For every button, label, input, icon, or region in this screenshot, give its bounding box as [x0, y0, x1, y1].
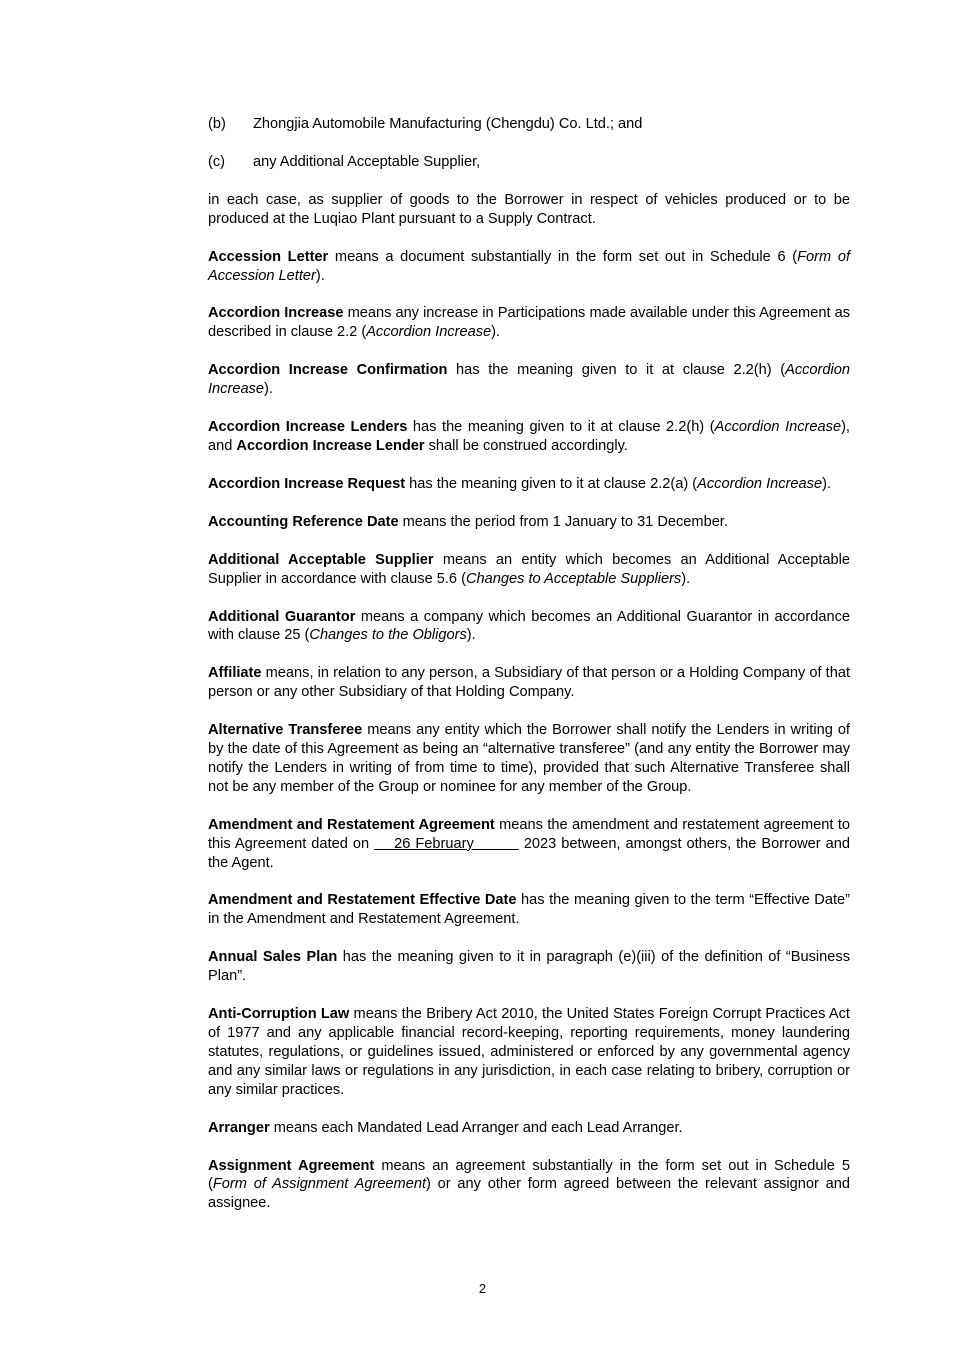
definition-text: ). — [263, 381, 273, 398]
date-blank: 26 February — [374, 835, 519, 852]
clause-title: Accordion Increase — [366, 324, 492, 341]
clause-title: Form of Assignment Agreement — [212, 1176, 426, 1193]
definition-text: has the meaning given to it at clause 2.2(a) ( — [405, 475, 698, 492]
defined-term: Accordion Increase Confirmation — [208, 362, 448, 379]
definition-text: means the Bribery Act 2010, the United States Foreign Corrupt Practices Act of 1977 and any applicable financial record-keeping, reporting requirements, money laundering statutes, regulations, or guidelines issued, administered or enforced by any governmental agency and any similar laws or regulations in any jurisdiction, in each case relating to bribery, corruption or any similar practices. — [208, 1006, 850, 1098]
definition-text: means an agreement substantially in the form set out in Schedule 5 ( — [208, 1157, 850, 1193]
definition-text: ). — [466, 627, 476, 644]
definition-text: has the meaning given to it at clause 2.2(h) ( — [407, 419, 715, 436]
document-body — [208, 115, 850, 1213]
definition-arranger — [208, 1119, 850, 1138]
definition-accession-letter — [208, 248, 850, 286]
definition-text: means an entity which becomes an Additional Acceptable Supplier in accordance with clause 5.6 ( — [208, 551, 850, 587]
page-number: 2 — [478, 1281, 487, 1296]
intro-paragraph: in each case, as supplier of goods to the Borrower in respect of vehicles produced or to be produced at the Luqiao Plant pursuant to a Supply Contract. — [208, 191, 850, 227]
definition-text: means the amendment and restatement agreement to this Agreement dated on — [208, 816, 851, 852]
definition-text: means a company which becomes an Additional Guarantor in accordance with clause 25 ( — [208, 608, 850, 644]
definition-text: has the meaning given to the term “Effective Date” in the Amendment and Restatement Agreement. — [208, 892, 850, 928]
defined-term: Amendment and Restatement Effective Date — [208, 892, 517, 909]
defined-term: Affiliate — [208, 665, 262, 682]
defined-term: Amendment and Restatement Agreement — [208, 816, 495, 833]
definition-text: means any increase in Participations made available under this Agreement as described in clause 2.2 ( — [208, 305, 850, 341]
definition-text: ). — [491, 324, 501, 341]
definition-text: has the meaning given to it in paragraph (e)(iii) of the definition of “Business Plan”. — [208, 949, 850, 985]
definition-alternative-transferee — [208, 721, 850, 797]
defined-term: Accession Letter — [208, 248, 329, 265]
list-item-c — [208, 153, 850, 172]
defined-term: Accordion Increase — [208, 305, 344, 322]
list-label: (c) — [208, 153, 226, 170]
definition-additional-acceptable-supplier — [208, 551, 850, 589]
definition-accounting-reference-date — [208, 513, 850, 532]
defined-term: Accounting Reference Date — [208, 513, 399, 530]
definition-anti-corruption-law — [208, 1005, 850, 1100]
clause-title: Changes to the Obligors — [309, 627, 467, 644]
defined-term: Additional Guarantor — [208, 608, 356, 625]
list-text: Zhongjia Automobile Manufacturing (Chengdu) Co. Ltd.; and — [253, 116, 643, 132]
definition-text: ). — [681, 570, 691, 587]
clause-title: Changes to Acceptable Suppliers — [465, 570, 682, 587]
definition-assignment-agreement — [208, 1157, 850, 1214]
defined-term: Arranger — [208, 1119, 270, 1136]
definition-accordion-increase — [208, 304, 850, 342]
clause-title: Form of Accession Letter — [208, 248, 851, 284]
definition-accordion-increase-confirmation — [208, 361, 850, 399]
list-text: any Additional Acceptable Supplier, — [253, 153, 481, 170]
defined-term: Annual Sales Plan — [208, 949, 338, 966]
definition-amendment-restatement-effective-date — [208, 891, 850, 929]
list-label: (b) — [208, 116, 226, 132]
definition-annual-sales-plan — [208, 948, 850, 986]
definition-accordion-increase-lenders — [208, 418, 850, 456]
definition-text: 2023 between, amongst others, the Borrower and the Agent. — [208, 835, 850, 871]
defined-term: Anti-Corruption Law — [208, 1006, 350, 1023]
clause-title: Accordion Increase — [208, 362, 850, 398]
definition-text: means any entity which the Borrower shall notify the Lenders in writing of by the date of this Agreement as being an “alternative transferee” (and any entity the Borrower may notify the Lenders in writing of from time to time), provided that such Alternative Transferee shall not be any member of the Group or nominee for any member of the Group. — [208, 722, 850, 795]
definition-text: has the meaning given to it at clause 2.2(h) ( — [447, 362, 786, 379]
definition-text: means each Mandated Lead Arranger and each Lead Arranger. — [269, 1119, 683, 1136]
definition-text: ) or any other form agreed between the relevant assignor and assignee. — [208, 1176, 850, 1212]
definition-text: means a document substantially in the form set out in Schedule 6 ( — [328, 248, 798, 265]
definition-text: shall be construed accordingly. — [424, 437, 628, 454]
list-item-b — [208, 115, 850, 134]
definition-additional-guarantor — [208, 608, 850, 646]
defined-term: Additional Acceptable Supplier — [208, 551, 434, 568]
definition-text: means the period from 1 January to 31 December. — [398, 513, 728, 530]
definition-accordion-increase-request — [208, 475, 850, 494]
definition-text: ). — [822, 475, 831, 492]
clause-title: Accordion Increase — [697, 475, 823, 492]
definition-text: means, in relation to any person, a Subsidiary of that person or a Holding Company of that person or any other Subsidiary of that Holding Company. — [208, 665, 850, 701]
defined-term: Accordion Increase Lenders — [208, 419, 408, 436]
definition-affiliate — [208, 664, 850, 702]
defined-term: Accordion Increase Lender — [236, 437, 425, 454]
defined-term: Assignment Agreement — [208, 1157, 375, 1174]
clause-title: Accordion Increase — [714, 419, 842, 436]
definition-text: ), and — [208, 419, 850, 454]
definition-amendment-restatement-agreement — [208, 816, 850, 873]
defined-term: Accordion Increase Request — [208, 475, 406, 492]
defined-term: Alternative Transferee — [208, 722, 363, 739]
definition-text: ). — [315, 267, 325, 284]
